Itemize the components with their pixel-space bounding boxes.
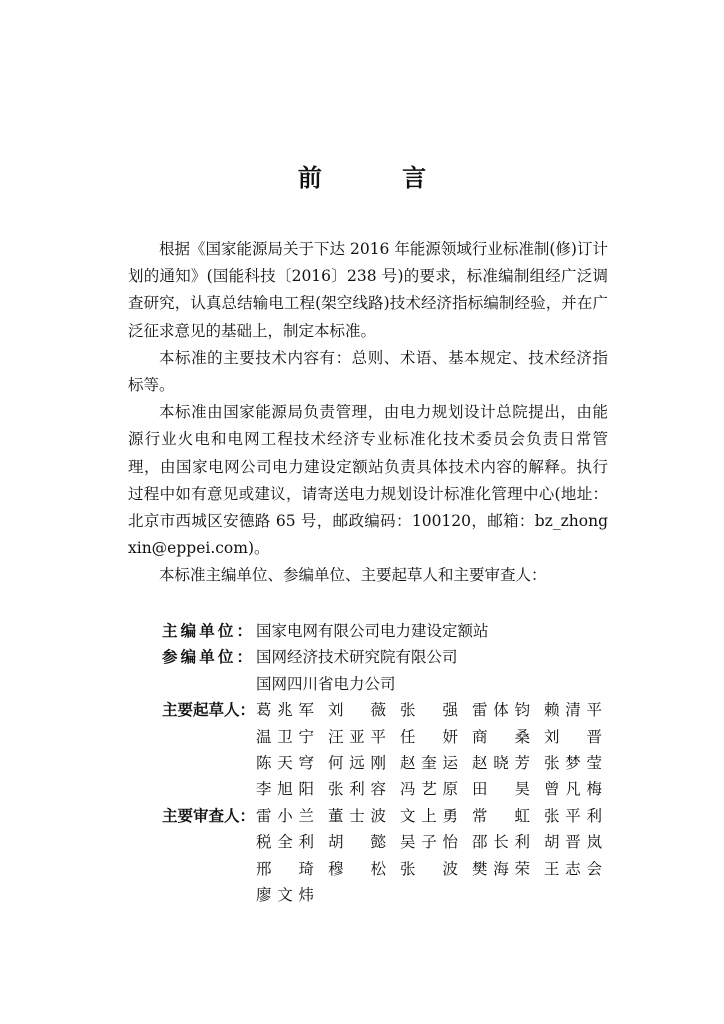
reviewer-name: 常 虹 bbox=[472, 806, 530, 825]
drafter-name: 商 桑 bbox=[472, 727, 530, 746]
reviewers-label: 主要审查人： bbox=[162, 806, 256, 825]
drafter-name: 汪亚平 bbox=[328, 727, 386, 746]
reviewer-name: 税全利 bbox=[256, 833, 314, 852]
staff-list bbox=[128, 618, 618, 908]
drafter-name: 冯艺原 bbox=[400, 780, 458, 799]
drafter-name: 赖清平 bbox=[544, 701, 602, 720]
drafter-name: 曾凡梅 bbox=[544, 780, 602, 799]
participating-row bbox=[128, 644, 618, 697]
reviewer-name: 胡 懿 bbox=[328, 833, 386, 852]
drafter-name: 葛兆军 bbox=[256, 701, 314, 720]
reviewer-name: 王志会 bbox=[544, 859, 602, 878]
chief-editor-row bbox=[128, 618, 618, 644]
reviewer-name: 张平利 bbox=[544, 806, 602, 825]
drafters-row bbox=[128, 697, 618, 803]
page-title: 前 言 bbox=[297, 164, 463, 192]
drafter-name: 温卫宁 bbox=[256, 727, 314, 746]
drafter-name: 刘 薇 bbox=[328, 701, 386, 720]
reviewer-name: 雷小兰 bbox=[256, 806, 314, 825]
participating-org: 国网经济技术研究院有限公司 bbox=[256, 648, 458, 667]
drafter-name: 赵晓芳 bbox=[472, 754, 530, 773]
reviewer-name: 廖文炜 bbox=[256, 886, 314, 905]
drafter-name: 刘 晋 bbox=[544, 727, 602, 746]
drafter-name: 任 妍 bbox=[400, 727, 458, 746]
drafter-name: 张 强 bbox=[400, 701, 458, 720]
reviewer-name: 邵长利 bbox=[472, 833, 530, 852]
reviewer-name: 樊海荣 bbox=[472, 859, 530, 878]
drafter-name: 赵奎运 bbox=[400, 754, 458, 773]
reviewer-name: 董士波 bbox=[328, 806, 386, 825]
drafter-name: 陈天穹 bbox=[256, 754, 314, 773]
paragraph-basis: 根据《国家能源局关于下达 2016 年能源领域行业标准制(修)订计划的通知》(国能科技〔2016〕238 号)的要求，标准编制组经广泛调查研究，认真总结输电工程(架空线路)技术经济指标编制经验，并在广泛征求意见的基础上，制定本标准。 bbox=[128, 240, 608, 340]
reviewer-name: 胡晋岚 bbox=[544, 833, 602, 852]
paragraph-content: 本标准的主要技术内容有：总则、术语、基本规定、技术经济指标等。 bbox=[128, 348, 608, 395]
chief-editor-label: 主编单位： bbox=[162, 622, 252, 640]
foreword-body bbox=[128, 236, 608, 590]
drafter-name: 李旭阳 bbox=[256, 780, 314, 799]
drafter-name: 何远刚 bbox=[328, 754, 386, 773]
drafter-name: 田 昊 bbox=[472, 780, 530, 799]
reviewer-name: 张 波 bbox=[400, 859, 458, 878]
reviewer-name: 邢 琦 bbox=[256, 859, 314, 878]
reviewers-row bbox=[128, 803, 618, 909]
participating-label: 参编单位： bbox=[162, 648, 252, 667]
paragraph-units-intro: 本标准主编单位、参编单位、主要起草人和主要审查人： bbox=[159, 566, 547, 585]
paragraph-management: 本标准由国家能源局负责管理，由电力规划设计总院提出，由能源行业火电和电网工程技术经济专业标准化技术委员会负责日常管理，由国家电网公司电力建设定额站负责具体技术内容的解释。执行过程中如有意见或建议，请寄送电力规划设计标准化管理中心(地址：北京市西城区安德路 65 号，邮政编码：100120，邮箱：bz_zhongxin@eppei.com)。 bbox=[128, 403, 608, 558]
reviewer-name: 文上勇 bbox=[400, 806, 458, 825]
reviewer-name: 穆 松 bbox=[328, 859, 386, 878]
drafter-name: 张利容 bbox=[328, 780, 386, 799]
drafter-name: 雷体钧 bbox=[472, 701, 530, 720]
participating-org: 国网四川省电力公司 bbox=[256, 674, 396, 693]
reviewer-name: 吴子怡 bbox=[400, 833, 458, 852]
reviewers-names bbox=[256, 803, 618, 909]
chief-editor-org: 国家电网有限公司电力建设定额站 bbox=[256, 622, 489, 640]
drafters-label: 主要起草人： bbox=[162, 701, 256, 720]
drafter-name: 张梦莹 bbox=[544, 754, 602, 773]
drafters-names bbox=[256, 697, 618, 803]
